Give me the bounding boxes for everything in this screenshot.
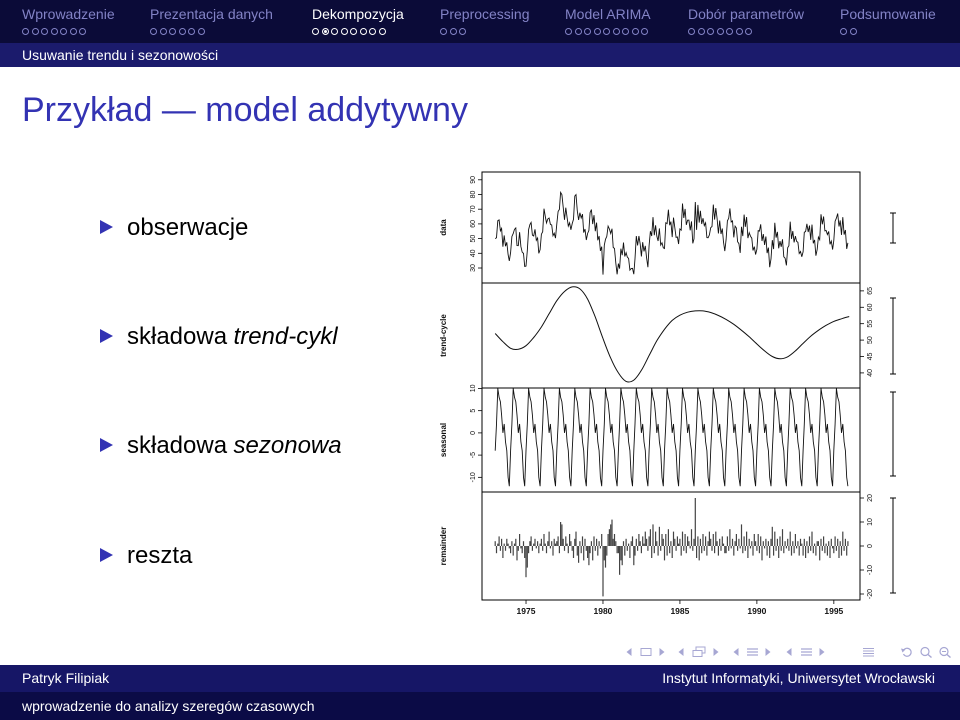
stl-decomposition-plot [430,160,910,622]
mini-frame-dot[interactable] [312,28,319,35]
footer-title-line [0,692,960,720]
y-tick-label: 45 [866,352,874,361]
bullet-text: składowa [127,323,228,350]
mini-frame-dot[interactable] [698,28,705,35]
mini-frame-dot[interactable] [179,28,186,35]
section-label[interactable]: Podsumowanie [840,6,936,22]
slide-icon[interactable] [640,646,652,658]
mini-frame-dot[interactable] [160,28,167,35]
mini-frame-dot[interactable] [51,28,58,35]
mini-frame-dot[interactable] [369,28,376,35]
mini-frame-dots [840,28,859,35]
mini-frame-dot[interactable] [584,28,591,35]
section-label[interactable]: Dekompozycja [312,6,404,22]
prev-subsection-icon[interactable] [733,646,739,658]
y-tick-label: 55 [866,319,874,328]
y-tick-label: 20 [866,494,874,502]
mini-frame-dot[interactable] [360,28,367,35]
bullet-item [100,542,192,570]
scale-bar [890,298,896,374]
section-label[interactable]: Dobór parametrów [688,6,804,22]
y-tick-label: 60 [866,303,874,312]
section-icon[interactable] [800,646,813,658]
mini-frame-dot[interactable] [169,28,176,35]
bullet-item [100,432,342,460]
bullet-emphasis: trend-cykl [233,323,338,350]
footer-info-line [0,665,960,692]
y-tick-label: 65 [866,287,874,295]
mini-frame-dot[interactable] [331,28,338,35]
section-label[interactable]: Prezentacja danych [150,6,273,22]
mini-frame-dots [440,28,469,35]
panel-label: trend-cycle [439,314,449,357]
mini-frame-dot-current[interactable] [322,28,329,35]
y-tick-label: 80 [469,190,477,199]
mini-frame-dot[interactable] [150,28,157,35]
panel-frame [482,283,860,388]
mini-frame-dots [688,28,755,35]
mini-frame-dot[interactable] [440,28,447,35]
y-tick-label: 0 [866,544,874,548]
mini-frame-dot[interactable] [459,28,466,35]
bullet-text: obserwacje [127,214,249,241]
panel-label: remainder [439,526,449,566]
mini-frame-dot[interactable] [726,28,733,35]
mini-frame-dot[interactable] [379,28,386,35]
trend-cycle-series-line [495,287,849,382]
bullet-triangle-icon [100,438,113,452]
mini-frame-dot[interactable] [565,28,572,35]
bullet-triangle-icon [100,220,113,234]
y-tick-label: 0 [469,430,477,435]
bullet-triangle-icon [100,329,113,343]
mini-frame-dot[interactable] [707,28,714,35]
x-tick-label: 1990 [747,606,767,616]
y-tick-label: -5 [469,451,477,459]
mini-frame-dot[interactable] [575,28,582,35]
mini-frame-dots [312,28,388,35]
y-tick-label: -10 [866,564,874,576]
mini-frame-dot[interactable] [79,28,86,35]
section-label[interactable]: Preprocessing [440,6,530,22]
mini-frame-dot[interactable] [341,28,348,35]
footer-short-title: wprowadzenie do analizy szeregów czasowych [22,698,315,714]
mini-frame-dot[interactable] [688,28,695,35]
frame-title: Przykład — model addytywny [22,91,468,129]
y-tick-label: 50 [469,234,477,243]
section-label[interactable]: Wprowadzenie [22,6,115,22]
scale-bar [890,392,896,476]
bullet-item [100,323,338,351]
mini-frame-dot[interactable] [850,28,857,35]
mini-frame-dots [565,28,651,35]
mini-frame-dot[interactable] [736,28,743,35]
prev-slide-icon[interactable] [626,646,632,658]
mini-frame-dot[interactable] [603,28,610,35]
frame-icon[interactable] [692,646,706,658]
forward-icon[interactable] [938,646,952,658]
y-tick-label: 10 [469,384,477,393]
y-tick-label: 10 [866,518,874,526]
document-icon[interactable] [862,646,875,658]
subsection-icon[interactable] [746,646,759,658]
bullet-emphasis: sezonowa [233,432,342,459]
next-slide-icon[interactable] [659,646,665,658]
y-tick-label: 40 [866,369,874,377]
subsection-title[interactable]: Usuwanie trendu i sezonowości [22,47,219,63]
scale-bar [890,213,896,243]
mini-frame-dot[interactable] [350,28,357,35]
mini-frame-dot[interactable] [32,28,39,35]
y-tick-label: 50 [866,336,874,344]
x-tick-label: 1980 [593,606,613,616]
y-tick-label: -10 [469,472,477,483]
x-tick-label: 1995 [824,606,844,616]
bullet-text: reszta [127,542,193,569]
section-navigation-bar [0,0,960,43]
mini-frame-dot[interactable] [717,28,724,35]
bullet-text: składowa [127,432,228,459]
mini-frame-dots [22,28,89,35]
mini-frame-dot[interactable] [840,28,847,35]
back-icon[interactable] [900,646,914,658]
mini-frame-dot[interactable] [450,28,457,35]
bullet-triangle-icon [100,548,113,562]
y-tick-label: 70 [469,205,477,214]
mini-frame-dots [150,28,207,35]
mini-frame-dot[interactable] [622,28,629,35]
mini-frame-dot[interactable] [198,28,205,35]
next-subsection-icon[interactable] [765,646,771,658]
mini-frame-dot[interactable] [613,28,620,35]
y-tick-label: 40 [469,249,477,258]
prev-section-icon[interactable] [786,646,792,658]
next-frame-icon[interactable] [713,646,719,658]
y-tick-label: 30 [469,264,477,272]
x-tick-label: 1985 [670,606,690,616]
mini-frame-dot[interactable] [22,28,29,35]
mini-frame-dot[interactable] [632,28,639,35]
y-tick-label: 90 [469,175,477,184]
mini-frame-dot[interactable] [70,28,77,35]
mini-frame-dot[interactable] [60,28,67,35]
section-label[interactable]: Model ARIMA [565,6,651,22]
prev-frame-icon[interactable] [678,646,684,658]
panel-label: seasonal [439,422,449,458]
seasonal-series-line [495,388,848,486]
data-series-line [495,192,848,274]
mini-frame-dot[interactable] [188,28,195,35]
scale-bar [890,498,896,593]
panel-label: data [439,219,449,236]
mini-frame-dot[interactable] [594,28,601,35]
y-tick-label: 5 [469,408,477,413]
subsection-bar [0,43,960,67]
y-tick-label: 60 [469,220,477,228]
mini-frame-dot[interactable] [641,28,648,35]
next-section-icon[interactable] [819,646,825,658]
y-tick-label: -20 [866,588,874,600]
mini-frame-dot[interactable] [745,28,752,35]
search-icon[interactable] [919,646,933,658]
x-tick-label: 1975 [516,606,536,616]
footer-institute: Instytut Informatyki, Uniwersytet Wrocławski [662,670,935,686]
stl-decomposition-chart [430,160,910,622]
footer-author: Patryk Filipiak [22,670,110,686]
mini-frame-dot[interactable] [41,28,48,35]
bullet-item [100,214,248,242]
